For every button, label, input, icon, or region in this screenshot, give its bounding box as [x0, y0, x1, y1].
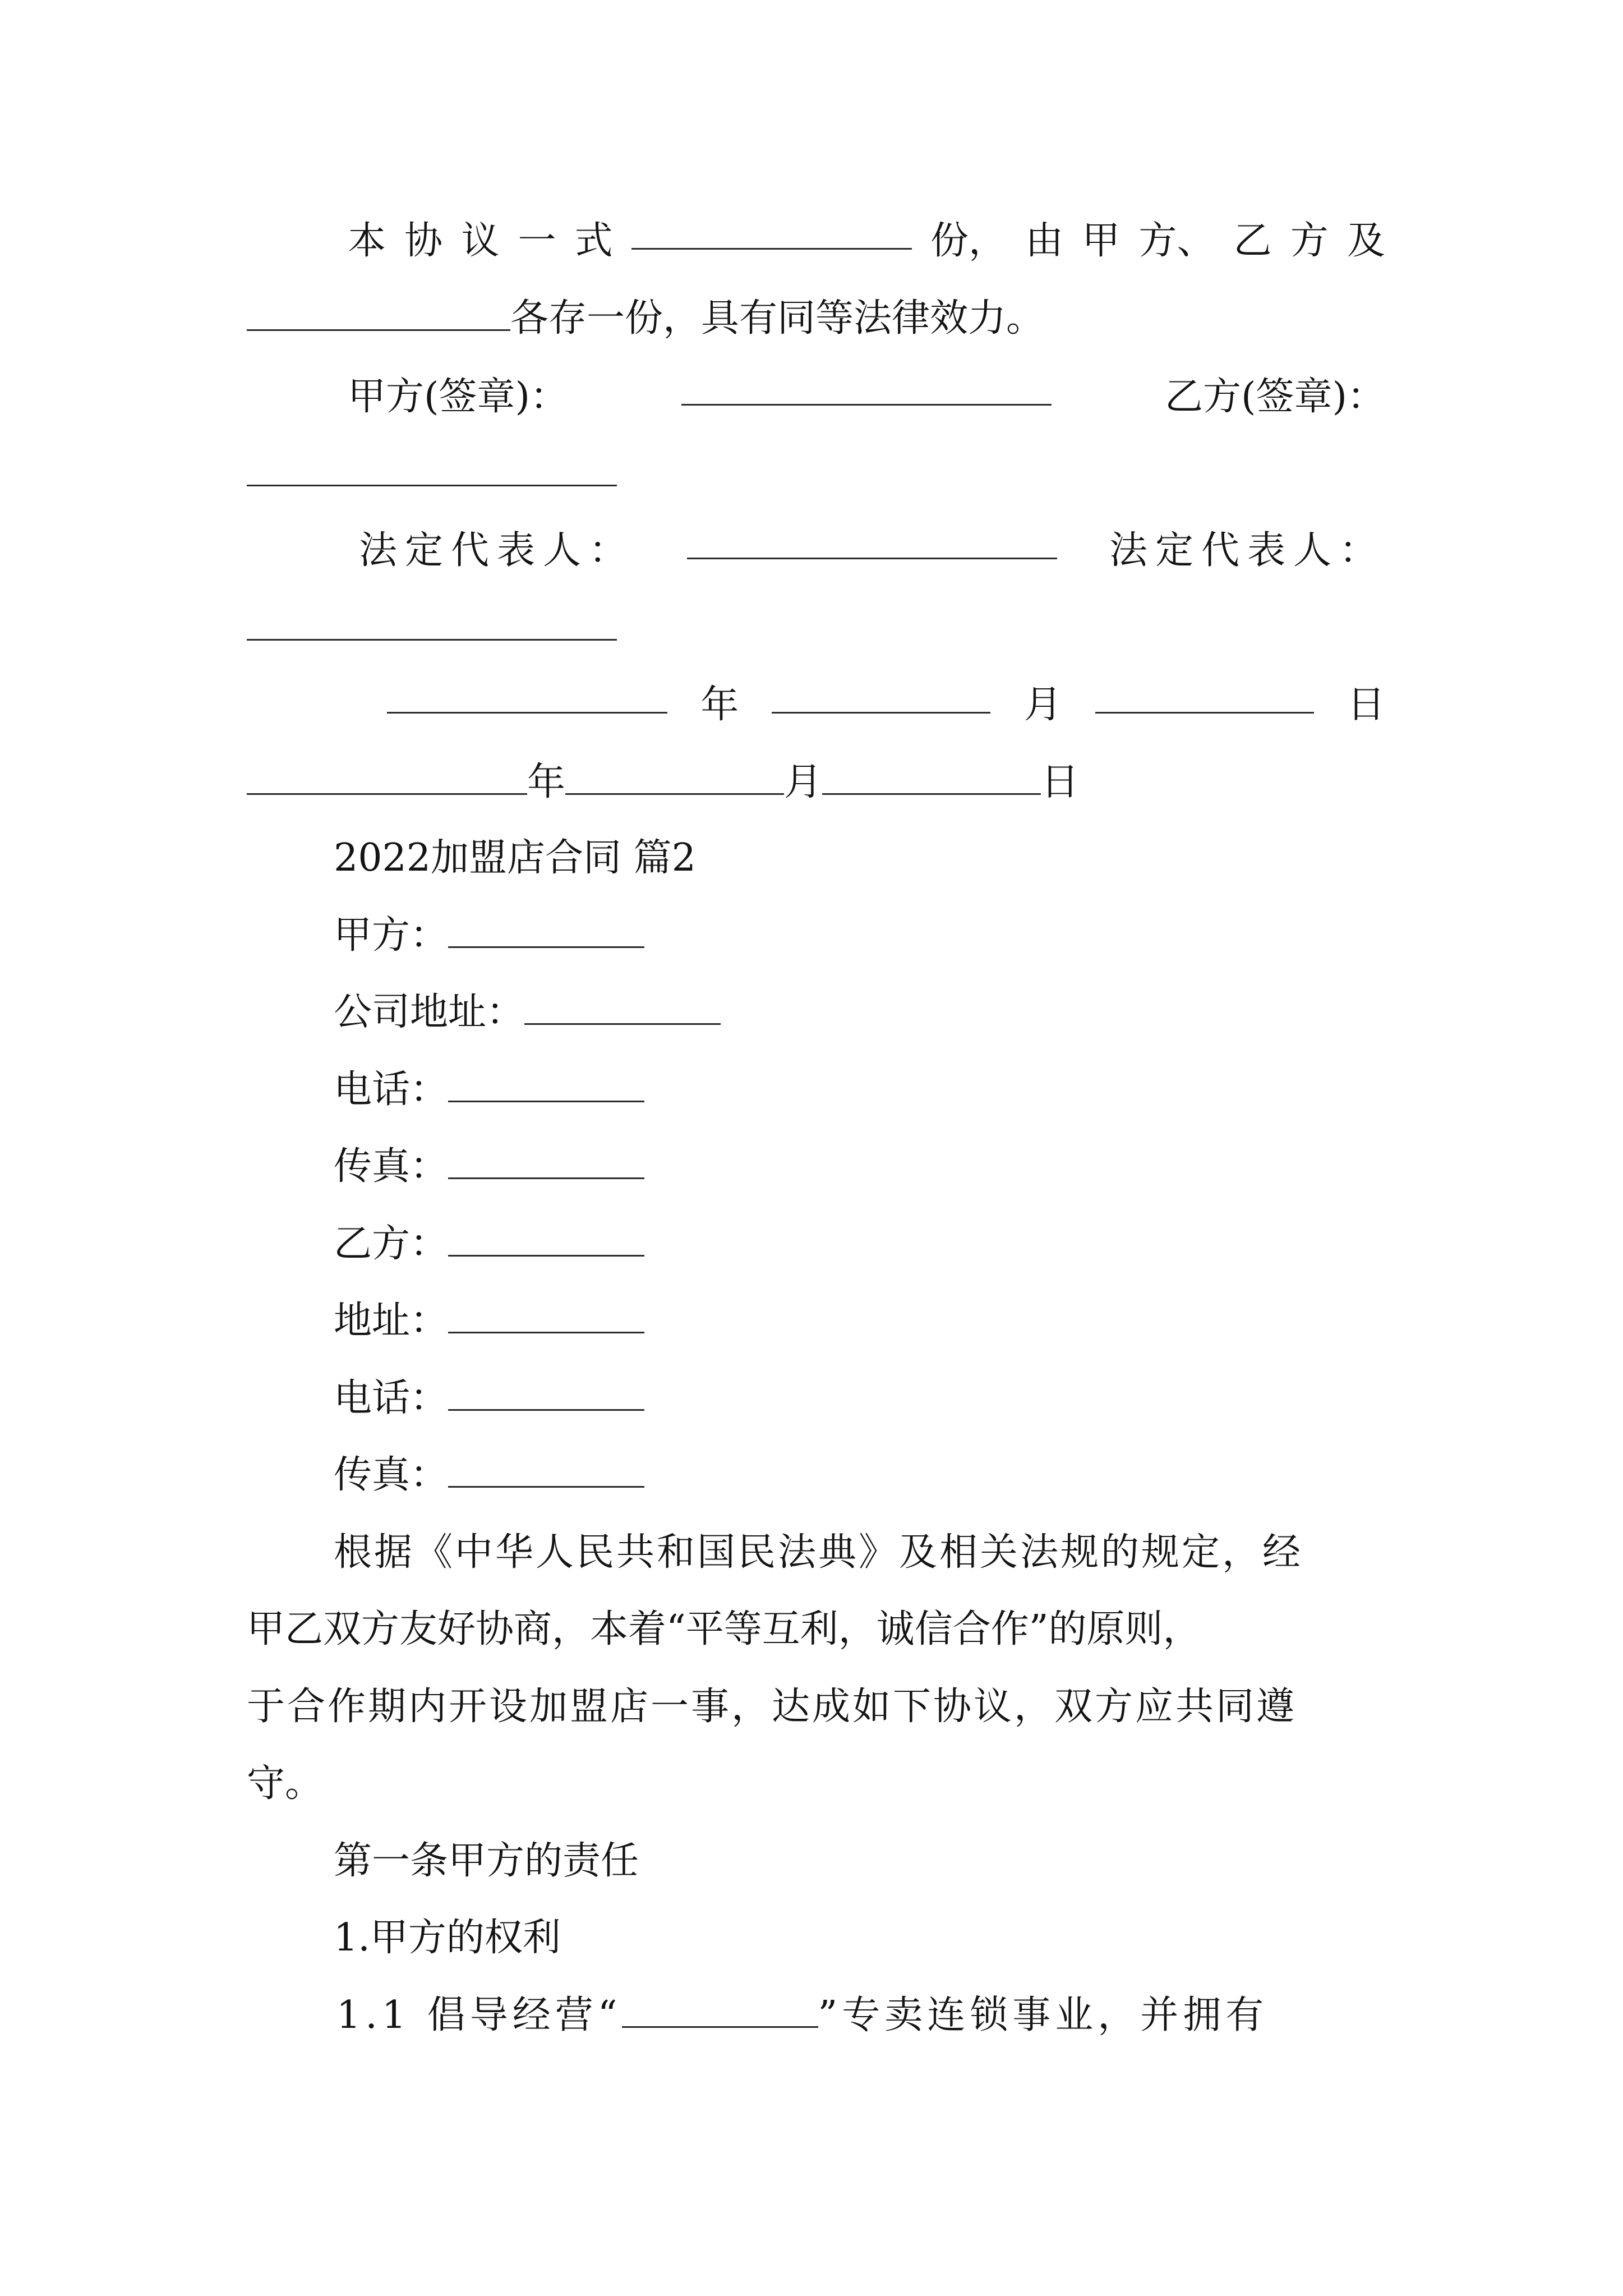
- phone-b-blank[interactable]: [448, 1374, 644, 1411]
- date-line-1: 年 月 日: [387, 677, 1385, 733]
- copies-line-1: 本 协 议 一 式 份， 由 甲 方、 乙 方 及: [348, 213, 1385, 269]
- party-a-seal-label: 甲方(签章)：: [348, 375, 569, 419]
- body-line-2: 甲乙双方友好协商，本着“平等互利，诚信合作”的原则，: [247, 1607, 1201, 1651]
- date-b-day-blank[interactable]: [822, 758, 1041, 795]
- brand-name-blank[interactable]: [622, 1991, 818, 2028]
- third-party-blank[interactable]: [247, 295, 510, 331]
- rep-a-blank[interactable]: [687, 523, 1057, 559]
- phone-a-blank[interactable]: [448, 1066, 644, 1102]
- article-1-title: 第一条甲方的责任: [334, 1839, 639, 1883]
- body-line-1: 根据《中华人民共和国民法典》及相关法规的规定，经: [334, 1530, 1303, 1575]
- body-line-3: 于合作期内开设加盟店一事，达成如下协议，双方应共同遵: [247, 1685, 1297, 1729]
- article-1-item-1-1: 1.1 倡导经营“ ”专卖连锁事业，并拥有: [336, 1987, 1268, 2044]
- field-fax-a: 传真：: [334, 1139, 644, 1195]
- field-fax-b: 传真：: [334, 1447, 644, 1503]
- copies-line-2: 各存一份，具有同等法律效力。: [247, 291, 1044, 347]
- representative-line-wrap: [247, 600, 617, 656]
- signature-line: [348, 369, 1385, 425]
- date-b-month-blank[interactable]: [565, 758, 784, 795]
- date-line-2: 年 月 日: [247, 754, 1079, 811]
- body-line-4: 守。: [247, 1761, 324, 1806]
- field-party-a: 甲方：: [334, 908, 644, 964]
- fax-a-blank[interactable]: [448, 1143, 644, 1179]
- article-1-subtitle: 1.甲方的权利: [334, 1916, 561, 1960]
- rep-b-blank[interactable]: [247, 604, 617, 641]
- signature-line-wrap: [247, 446, 617, 502]
- company-address-blank[interactable]: [524, 988, 721, 1025]
- field-company-address: 公司地址：: [334, 984, 721, 1041]
- field-phone-a: 电话：: [334, 1062, 644, 1118]
- fax-b-blank[interactable]: [448, 1451, 644, 1488]
- date-b-year-blank[interactable]: [247, 758, 527, 795]
- party-b-seal-blank[interactable]: [247, 450, 617, 486]
- field-address-b: 地址：: [334, 1293, 644, 1349]
- copies-blank[interactable]: [631, 213, 912, 250]
- field-phone-b: 电话：: [334, 1370, 644, 1427]
- party-a-blank[interactable]: [448, 912, 644, 948]
- party-b-seal-label: 乙方(签章)：: [1164, 375, 1385, 419]
- date-a-year-blank[interactable]: [387, 677, 667, 714]
- section-title: 2022加盟店合同 篇2: [334, 836, 696, 880]
- representative-line: [359, 523, 1385, 579]
- party-b-blank[interactable]: [448, 1220, 644, 1257]
- rep-a-label: 法定代表人：: [359, 528, 635, 573]
- date-a-day-blank[interactable]: [1095, 677, 1314, 714]
- party-a-seal-blank[interactable]: [681, 369, 1052, 406]
- rep-b-label: 法定代表人：: [1109, 528, 1385, 573]
- field-party-b: 乙方：: [334, 1216, 644, 1272]
- date-a-month-blank[interactable]: [772, 677, 990, 714]
- address-b-blank[interactable]: [448, 1297, 644, 1333]
